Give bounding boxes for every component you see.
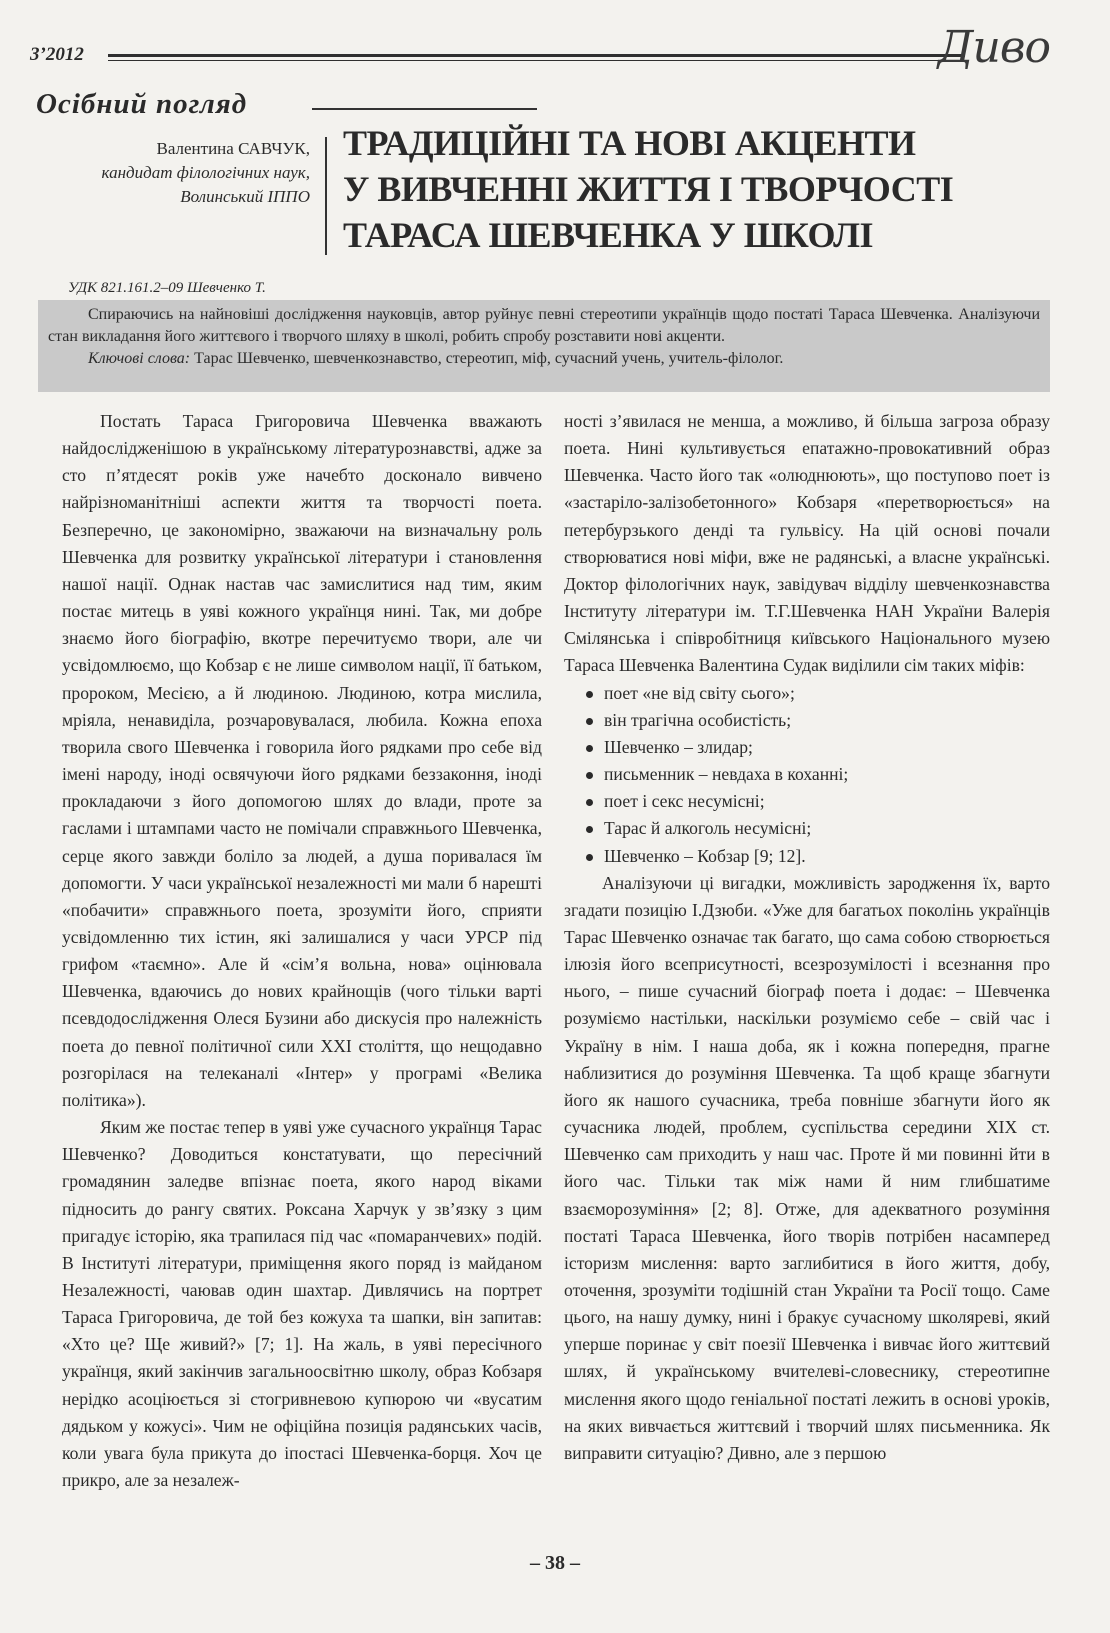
list-item: поет і секс несумісні;: [604, 788, 1050, 815]
title-line: У ВИВЧЕННІ ЖИТТЯ І ТВОРЧОСТІ: [343, 169, 954, 209]
article-title: [343, 120, 1063, 258]
page-number: – 38 –: [530, 1552, 580, 1574]
list-item: він трагічна особистість;: [604, 707, 1050, 734]
list-item: поет «не від світу сього»;: [604, 680, 1050, 707]
title-line: ТАРАСА ШЕВЧЕНКА У ШКОЛІ: [343, 215, 874, 255]
title-line: ТРАДИЦІЙНІ ТА НОВІ АКЦЕНТИ: [343, 123, 916, 163]
header-rule: [108, 54, 965, 61]
udc-code: УДК 821.161.2–09 Шевченко Т.: [68, 280, 266, 296]
paragraph: Аналізуючи ці вигадки, можливість зародження їх, варто згадати позицію І.Дзюби. «Уже для багатьох поколінь українців Тарас Шевченко означає так багато, що сама собою створюється ілюзія його всеприсутності, всезрозумілості і всезнання про нього, – пише сучасний біограф поета і додає: – Шевченка розуміємо настільки, наскільки розуміємо себе – свій час і Україну в нім. І наша доба, як і кожна попередня, прагне наблизитися до розуміння Шевченка. Та щоб краще збагнути його як нашого сучасника, треба повніше збагнути його як сучасника людей, проблем, суспільства середини XIX ст. Шевченко сам приходить у наш час. Проте й ми повинні йти в його час. Тільки так між нами й ним глибшатиме взаєморозуміння» [2; 8]. Отже, для адекватного розуміння постаті Тараса Шевченка, його творів потрібен насамперед історизм мислення: варто заглибитися в його життя, добу, оточення, зрозуміти тодішній стан України та Росії тощо. Саме цього, на нашу думку, нині і бракує сучасному школяреві, який уперше поринає у світ поезії Шевченка і вивчає його життєвий шлях, й українському вчителеві-словеснику, стереотипне мислення якого щодо геніальної постаті лежить в основі уроків, на яких вивчається життєвий і творчий шлях письменника. Як виправити ситуацію? Дивно, але з першою: [564, 872, 1050, 1463]
rubric-heading: Осібний погляд: [36, 88, 248, 120]
paragraph: Яким же постає тепер в уяві уже сучасного українця Тарас Шевченко? Доводиться констатувати, що пересічний громадянин заледве впізнає поета, якого народ віками підносить до рангу святих. Роксана Харчук у зв’язку з цим пригадує історію, яка трапилася під час «помаранчевих» подій. В Інституті літератури, приміщення якого поряд із майданом Незалежності, чаював один шахтар. Дивлячись на портрет Тараса Григоровича, де той без кожуха та шапки, він запитав: «Хто це? Ще живий?» [7; 1]. На жаль, в уяві пересічного українця, який закінчив загальноосвітню школу, образ Кобзаря нерідко асоціюється зі стогривневою купюрою чи «вусатим дядьком у кожусі». Чим не офіційна позиція радянських часів, коли увага була прикута до іпостасі Шевченка-борця. Хоч це прикро, але за незалеж-: [62, 1117, 542, 1491]
issue-number: 3’2012: [30, 44, 84, 65]
author-organization: Волинський ІППО: [180, 187, 310, 206]
list-item: письменник – невдаха в коханні;: [604, 761, 1050, 788]
right-column: [564, 408, 1050, 1467]
abstract-box: [38, 300, 1050, 392]
list-item: Тарас й алкоголь несумісні;: [604, 815, 1050, 842]
journal-logo: Диво: [937, 22, 1050, 73]
list-item: Шевченко – Кобзар [9; 12].: [604, 843, 1050, 870]
list-item: Шевченко – злидар;: [604, 734, 1050, 761]
abstract-text: Спираючись на найновіші дослідження науковців, автор руйнує певні стереотипи українців щодо постаті Тараса Шевченка. Аналізуючи стан викладання його життєвого і творчого шляху в школі, робить спробу розставити нові акценти.: [48, 306, 1040, 345]
myths-list: [564, 680, 1050, 870]
keywords-label: Ключові слова:: [88, 350, 191, 367]
keywords: [48, 348, 1040, 370]
keywords-list: Тарас Шевченко, шевченкознавство, стереотип, міф, сучасний учень, учитель-філолог.: [190, 350, 784, 367]
author-name: Валентина САВЧУК,: [156, 139, 310, 158]
paragraph: Постать Тараса Григоровича Шевченка вважають найдослідженішою в українському літературознавстві, адже за сто п’ятдесят років уже начебто досконало вивчено найрізноманітніші аспекти життя та творчості поета. Безперечно, це закономірно, зважаючи на визначальну роль Шевченка для розвитку української літератури і становлення нашої нації. Однак настав час замислитися над тим, яким постає митець в уяві кожного українця нині. Так, ми добре знаємо його біографію, вкотре перечитуємо твори, але чи усвідомлюємо, що Кобзар є не лише символом нації, її батьком, пророком, Месією, а й людиною. Людиною, котра мислила, мріяла, ненавиділа, розчаровувалася, любила. Кожна епоха творила свого Шевченка і говорила його рядками про себе від імені народу, іноді освячуючи його рядками беззаконня, іноді прокладаючи з його допомогою шлях до влади, проте за гаслами і штампами часто не помічали справжнього Шевченка, серце якого завжди боліло за людей, а душа поривалася їм допомогти. У часи української незалежності ми мали б нарешті «побачити» справжнього поета, зрозуміти його, сприяти усвідомленню тих істин, які залишалися у часи УРСР під грифом «таємно». Але й «сім’я вольна, нова» оцінювала Шевченка, вдаючись до нових крайнощів (чого тільки варті псевдодослідження Олеся Бузини або дискусія про належність поета до певної політичної сили XXI століття, що нещодавно розгорілася на телеканалі «Інтер» у програмі «Велика політика»).: [62, 411, 542, 1110]
author-degree: кандидат філологічних наук,: [101, 163, 310, 182]
author-block: [30, 137, 310, 209]
left-column: [62, 408, 542, 1494]
rubric-rule: [312, 108, 537, 110]
title-divider: [325, 137, 327, 255]
paragraph: ності з’явилася не менша, а можливо, й більша загроза образу поета. Нині культивується епатажно-провокативний образ Шевченка. Часто його так «олюднюють», що поступово поет із «застаріло-залізобетонного» Кобзаря «перетворюється» на петербурзького денді та гульвісу. На цій основі почали створюватися нові міфи, вже не радянські, а власне українські. Доктор філологічних наук, завідувач відділу шевченкознавства Інституту літератури ім. Т.Г.Шевченка НАН України Валерія Смілянська і співробітниця київського Національного музею Тараса Шевченка Валентина Судак виділили сім таких міфів:: [564, 411, 1050, 676]
